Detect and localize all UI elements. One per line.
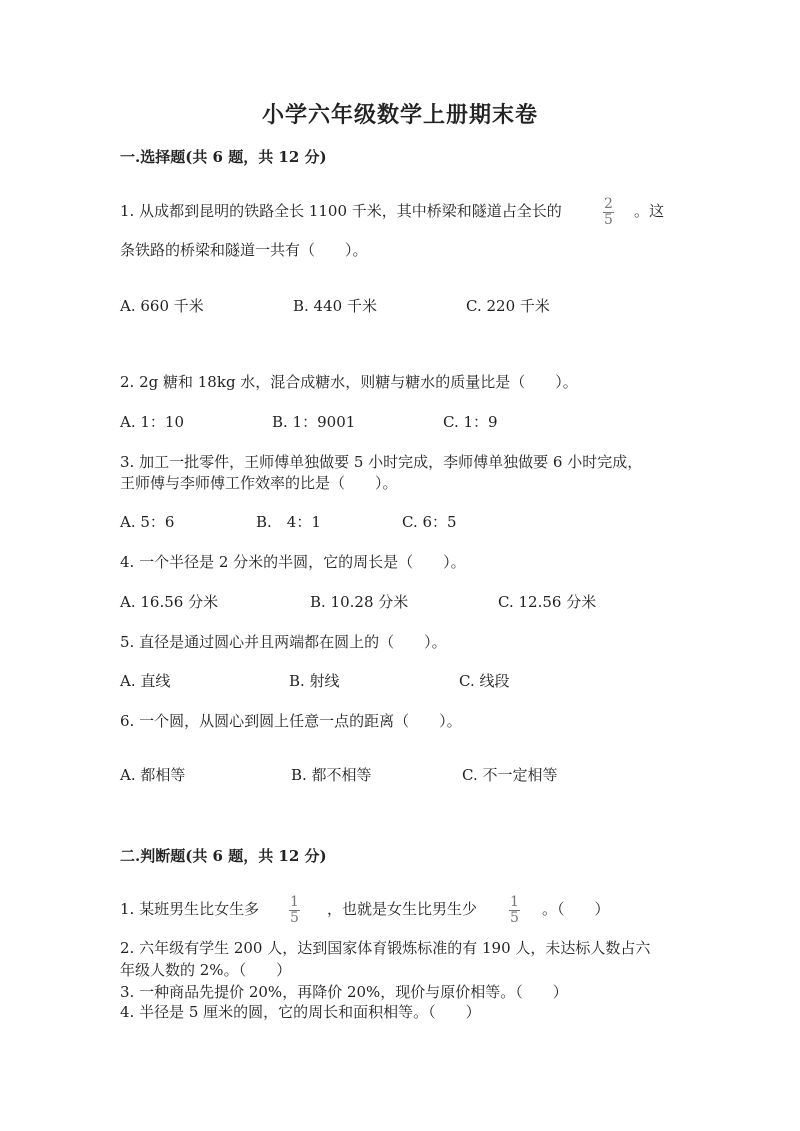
judge-1-text-middle: ，也就是女生比男生少: [327, 900, 478, 918]
option-2a[interactable]: A. 1：10: [120, 413, 184, 431]
section-heading-true-false: 二.判断题(共 6 题，共 12 分): [120, 847, 327, 865]
option-4c[interactable]: C. 12.56 分米: [498, 593, 597, 611]
option-2b[interactable]: B. 1：9001: [272, 413, 356, 431]
fraction-numerator: 2: [604, 196, 613, 212]
option-3c[interactable]: C. 6：5: [402, 513, 457, 531]
judge-2-line-1: 2. 六年级有学生 200 人，达到国家体育锻炼标准的有 190 人，未达标人数占六: [120, 939, 651, 957]
question-3-line-2: 王师傅与李师傅工作效率的比是（ ）。: [120, 474, 398, 492]
question-2-text: 2. 2g 糖和 18kg 水，混合成糖水，则糖与糖水的质量比是（ ）。: [120, 373, 578, 391]
question-4-text: 4. 一个半径是 2 分米的半圆，它的周长是（ ）。: [120, 553, 466, 571]
question-1-line-2: 条铁路的桥梁和隧道一共有（ ）。: [120, 241, 368, 259]
option-5a[interactable]: A. 直线: [120, 672, 171, 690]
option-1b[interactable]: B. 440 千米: [293, 297, 377, 315]
question-6-text: 6. 一个圆，从圆心到圆上任意一点的距离（ ）。: [120, 712, 462, 730]
option-1a[interactable]: A. 660 千米: [120, 297, 204, 315]
question-3-line-1: 3. 加工一批零件，王师傅单独做要 5 小时完成，李师傅单独做要 6 小时完成，: [120, 453, 643, 471]
judge-3-text: 3. 一种商品先提价 20%，再降价 20%，现价与原价相等。（ ）: [120, 983, 568, 1001]
option-6b[interactable]: B. 都不相等: [291, 766, 372, 784]
fraction-denominator: 5: [604, 212, 613, 228]
option-4b[interactable]: B. 10.28 分米: [310, 593, 409, 611]
option-1c[interactable]: C. 220 千米: [466, 297, 550, 315]
fraction-numerator: 1: [510, 894, 519, 910]
fraction-two-fifths: [603, 197, 614, 228]
option-5c[interactable]: C. 线段: [459, 672, 510, 690]
option-3b[interactable]: B. 4：1: [256, 513, 321, 531]
judge-2-line-2: 年级人数的 2%。（ ）: [120, 961, 292, 979]
page-title: 小学六年级数学上册期末卷: [261, 102, 538, 128]
fraction-denominator: 5: [510, 910, 519, 926]
judge-1-text-start: 1. 某班男生比女生多: [120, 900, 260, 918]
fraction-denominator: 5: [290, 910, 299, 926]
option-4a[interactable]: A. 16.56 分米: [120, 593, 219, 611]
option-5b[interactable]: B. 射线: [289, 672, 340, 690]
section-heading-choice: 一.选择题(共 6 题，共 12 分): [120, 148, 327, 166]
fraction-one-fifth-b: [509, 895, 520, 926]
fraction-numerator: 1: [290, 894, 299, 910]
option-6a[interactable]: A. 都相等: [120, 766, 186, 784]
question-1-text-start: 1. 从成都到昆明的铁路全长 1100 千米，其中桥梁和隧道占全长的: [120, 202, 562, 220]
judge-4-text: 4. 半径是 5 厘米的圆，它的周长和面积相等。（ ）: [120, 1003, 481, 1021]
option-3a[interactable]: A. 5：6: [120, 513, 175, 531]
question-1-text-end: 。这: [634, 202, 665, 220]
option-2c[interactable]: C. 1：9: [443, 413, 498, 431]
question-1-line-1: [120, 201, 562, 221]
question-5-text: 5. 直径是通过圆心并且两端都在圆上的（ ）。: [120, 633, 447, 651]
fraction-one-fifth-a: [289, 895, 300, 926]
option-6c[interactable]: C. 不一定相等: [462, 766, 558, 784]
judge-1-text-end: 。（ ）: [542, 900, 610, 918]
